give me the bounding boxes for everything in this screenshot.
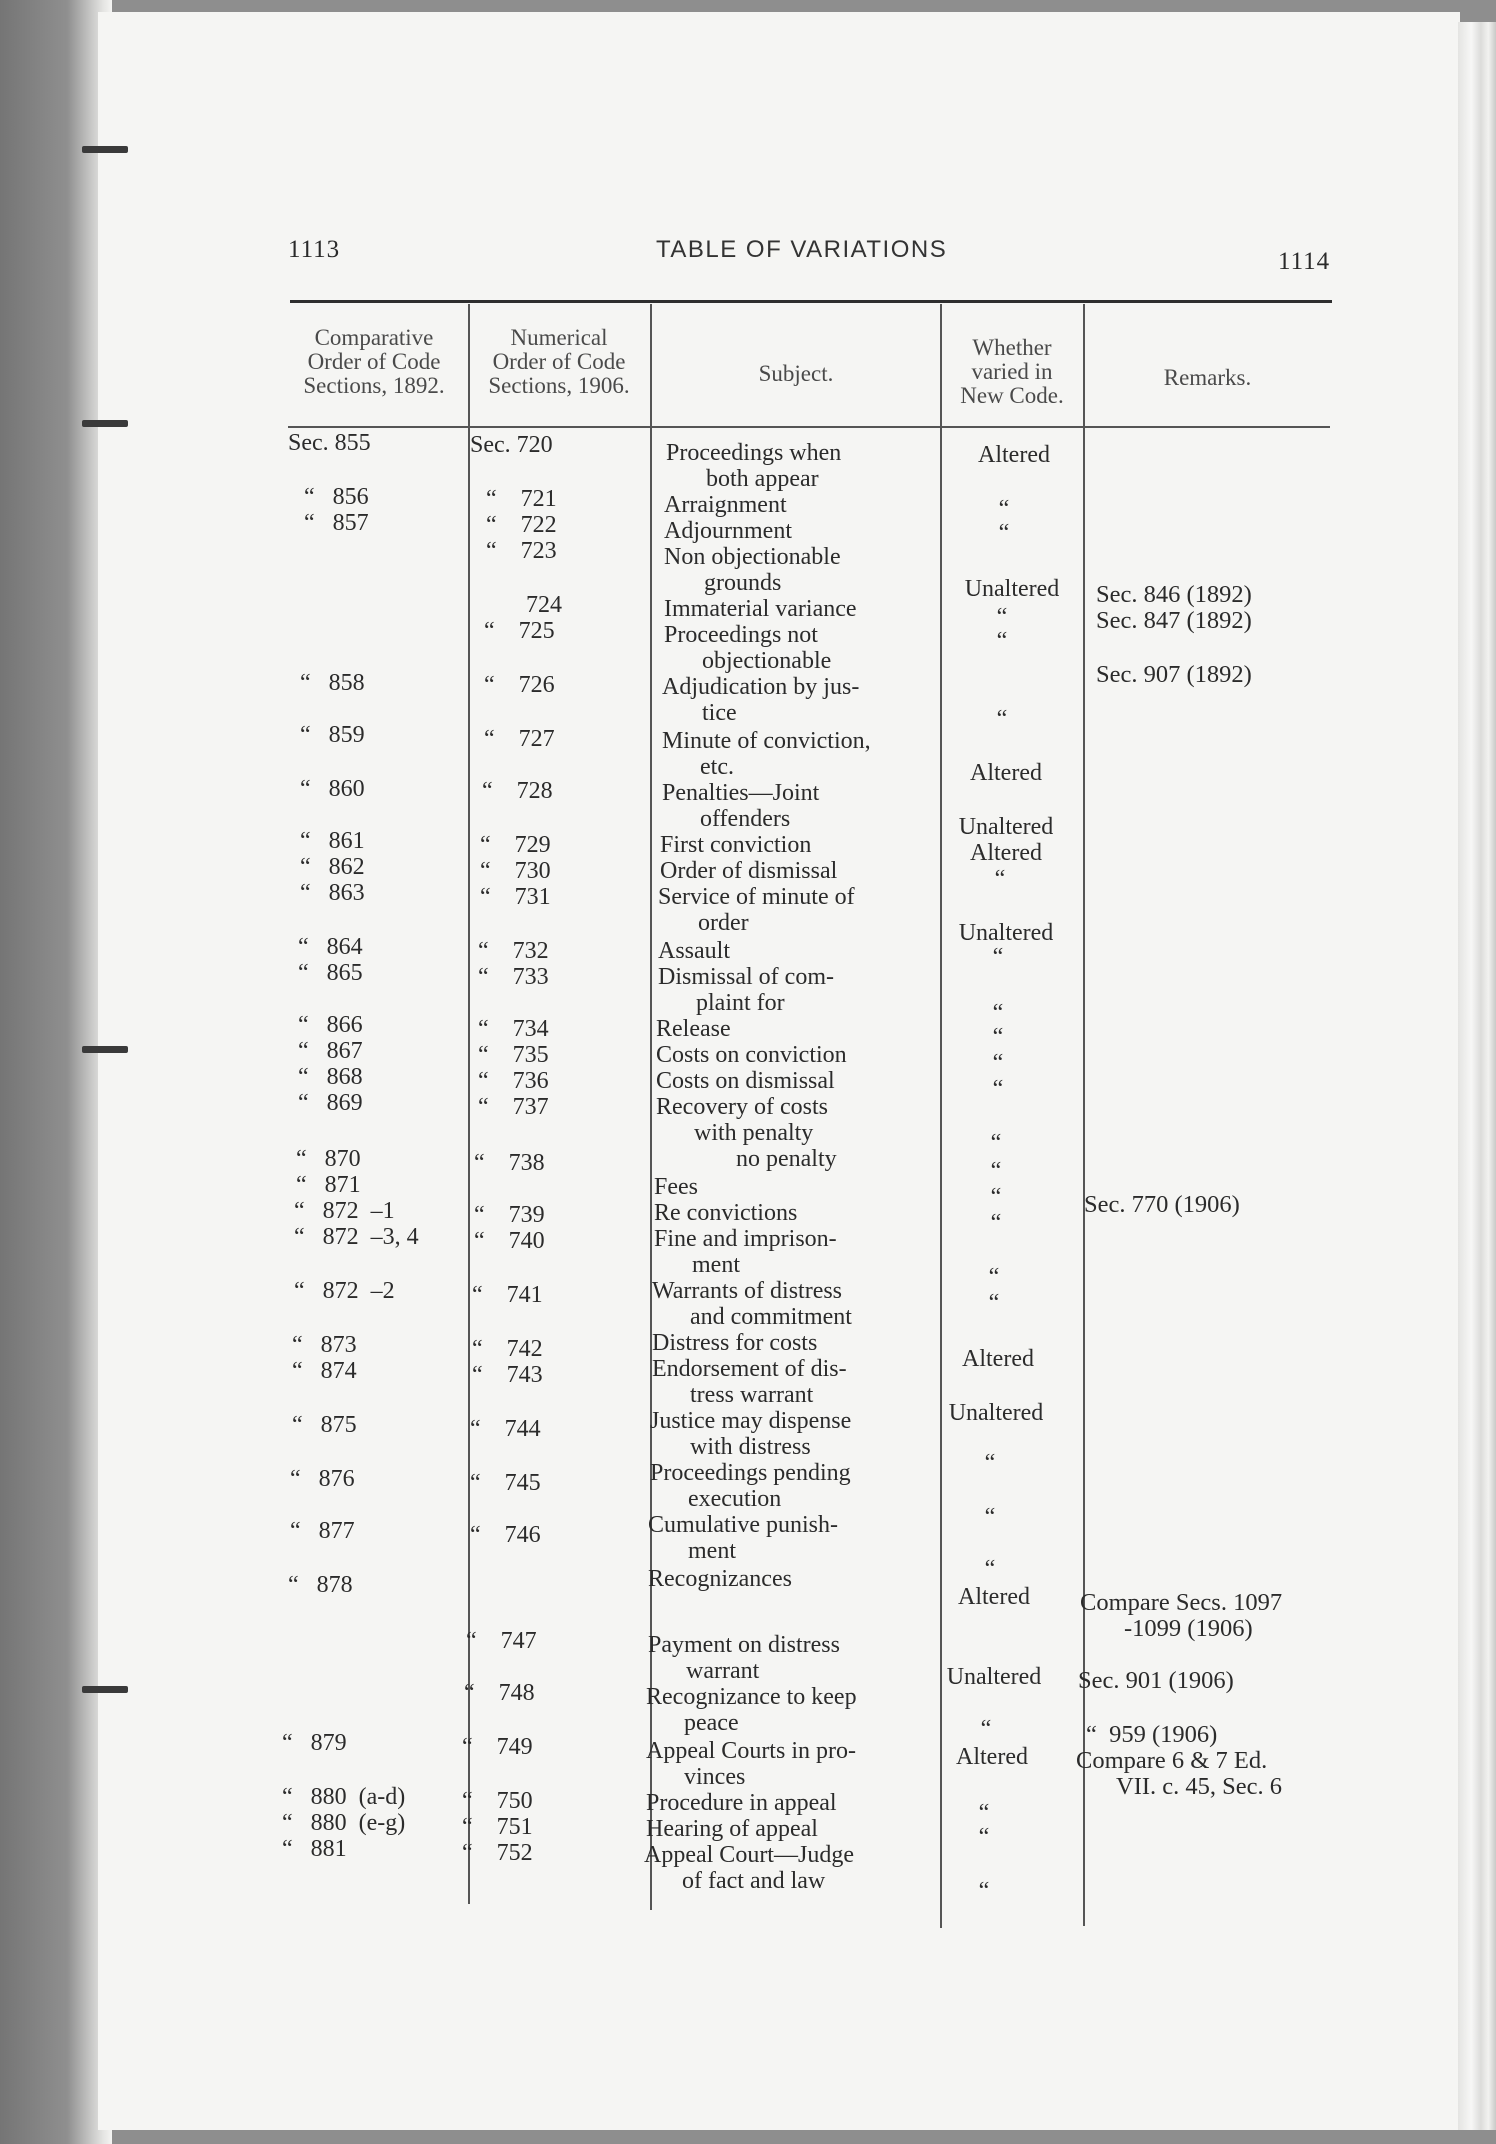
cell-sec1892: “ 875 [292, 1412, 357, 1438]
cell-whether: “ [990, 1210, 1002, 1236]
column-header-line: Numerical [510, 325, 608, 350]
cell-whether: “ [978, 1800, 990, 1826]
cell-sec1892: “ 856 [304, 484, 369, 510]
cell-subject: Dismissal of com- [658, 964, 834, 990]
cell-sec1906: “ 746 [470, 1522, 541, 1548]
column-header-line: Whether [972, 335, 1052, 360]
cell-subject: Non objectionable [664, 544, 841, 570]
cell-remarks: Compare Secs. 1097 [1080, 1589, 1283, 1616]
cell-whether: “ [990, 1184, 1002, 1210]
cell-whether: “ [984, 1450, 996, 1476]
cell-whether: Unaltered [948, 1400, 1044, 1426]
cell-sec1892: “ 858 [300, 670, 365, 696]
cell-subject: Endorsement of dis- [652, 1356, 847, 1382]
cell-sec1892: “ 878 [288, 1572, 353, 1598]
cell-subject: objectionable [702, 648, 832, 674]
cell-subject: First conviction [660, 832, 812, 858]
cell-subject: Recognizance to keep [646, 1684, 857, 1710]
cell-whether: “ [996, 706, 1008, 732]
cell-sec1906: “ 728 [482, 778, 553, 804]
cell-whether: “ [978, 1878, 990, 1904]
page-edges [1458, 22, 1496, 2130]
cell-whether: “ [998, 520, 1010, 546]
cell-whether: Unaltered [946, 1664, 1042, 1690]
cell-subject: Hearing of appeal [646, 1816, 818, 1842]
cell-sec1906: “ 734 [478, 1016, 549, 1042]
cell-sec1906: “ 723 [486, 538, 557, 564]
cell-whether: “ [994, 866, 1006, 892]
column-divider [468, 304, 470, 1904]
cell-sec1892: “ 873 [292, 1332, 357, 1358]
cell-sec1906: “ 733 [478, 964, 549, 990]
cell-sec1892: “ 879 [282, 1730, 347, 1756]
cell-sec1892: “ 862 [300, 854, 365, 880]
cell-sec1892: “ 860 [300, 776, 365, 802]
cell-subject: Cumulative punish- [648, 1512, 838, 1538]
cell-sec1892: “ 880 (e-g) [282, 1810, 406, 1836]
header-top-rule [290, 300, 1332, 303]
cell-subject: both appear [706, 466, 819, 492]
cell-sec1892: “ 880 (a-d) [282, 1784, 406, 1810]
binding-gutter [0, 0, 112, 2144]
cell-sec1906: “ 738 [474, 1150, 545, 1176]
cell-remarks: -1099 (1906) [1124, 1615, 1253, 1642]
cell-sec1906: “ 743 [472, 1362, 543, 1388]
cell-subject: tice [702, 700, 737, 726]
cell-sec1892: “ 874 [292, 1358, 357, 1384]
cell-subject: of fact and law [682, 1868, 826, 1894]
cell-remarks: VII. c. 45, Sec. 6 [1116, 1773, 1283, 1800]
cell-subject: Proceedings when [666, 440, 842, 466]
cell-subject: tress warrant [690, 1382, 814, 1408]
cell-subject: order [698, 910, 749, 936]
cell-subject: offenders [700, 806, 791, 832]
cell-sec1892: “ 866 [298, 1012, 363, 1038]
cell-subject: Appeal Courts in pro- [646, 1738, 856, 1764]
cell-sec1906: “ 745 [470, 1470, 541, 1496]
cell-whether: “ [978, 1824, 990, 1850]
column-divider [650, 304, 652, 1910]
cell-sec1892: “ 872 –1 [294, 1198, 395, 1224]
cell-subject: ment [688, 1538, 736, 1564]
cell-whether: Altered [956, 1744, 1028, 1770]
cell-sec1892: “ 859 [300, 722, 365, 748]
cell-subject: Service of minute of [658, 884, 855, 910]
cell-remarks: Sec. 907 (1892) [1096, 661, 1252, 688]
cell-sec1892: “ 857 [304, 510, 369, 536]
cell-sec1892: “ 867 [298, 1038, 363, 1064]
cell-whether: “ [988, 1290, 1000, 1316]
column-header-whether [942, 336, 1082, 408]
cell-subject: Costs on dismissal [656, 1068, 835, 1094]
cell-sec1906: “ 725 [484, 618, 555, 644]
column-header-subject [652, 362, 940, 386]
running-title: TABLE OF VARIATIONS [656, 236, 948, 263]
cell-subject: with penalty [694, 1120, 814, 1146]
cell-subject: Warrants of distress [652, 1278, 843, 1304]
cell-sec1906: “ 732 [478, 938, 549, 964]
cell-sec1906: “ 740 [474, 1228, 545, 1254]
cell-whether: “ [980, 1716, 992, 1742]
cell-whether: Unaltered [958, 920, 1054, 946]
cell-sec1892: “ 872 –3, 4 [294, 1224, 419, 1250]
cell-sec1892: Sec. 855 [288, 430, 371, 456]
column-header-line: Comparative [314, 325, 434, 350]
cell-subject: Fine and imprison- [654, 1226, 837, 1252]
cell-remarks: Sec. 770 (1906) [1084, 1191, 1240, 1218]
cell-sec1892: “ 871 [296, 1172, 361, 1198]
cell-whether: “ [996, 604, 1008, 630]
cell-whether: “ [984, 1504, 996, 1530]
cell-remarks: Sec. 847 (1892) [1096, 607, 1252, 634]
cell-sec1906: “ 747 [466, 1628, 537, 1654]
cell-whether: Altered [970, 840, 1042, 866]
cell-remarks: Compare 6 & 7 Ed. [1076, 1747, 1268, 1774]
cell-subject: Proceedings not [664, 622, 818, 648]
column-header-line: Sections, 1906. [488, 373, 630, 398]
column-header-line: New Code. [960, 383, 1064, 408]
column-header-line: Remarks. [1163, 365, 1252, 390]
column-header-line: Order of Code [492, 349, 626, 374]
cell-subject: with distress [690, 1434, 811, 1460]
cell-sec1892: “ 864 [298, 934, 363, 960]
cell-whether: “ [998, 496, 1010, 522]
cell-sec1892: “ 876 [290, 1466, 355, 1492]
cell-subject: Fees [654, 1174, 698, 1200]
cell-sec1906: “ 729 [480, 832, 551, 858]
cell-subject: Recovery of costs [656, 1094, 828, 1120]
cell-sec1892: “ 870 [296, 1146, 361, 1172]
column-header-numerical [468, 326, 650, 398]
cell-sec1892: “ 861 [300, 828, 365, 854]
cell-whether: Altered [962, 1346, 1034, 1372]
cell-sec1906: “ 736 [478, 1068, 549, 1094]
page-number-right: 1114 [1278, 248, 1331, 275]
cell-subject: Proceedings pending [650, 1460, 851, 1486]
cell-whether: “ [988, 1264, 1000, 1290]
column-header-comparative [284, 326, 464, 398]
cell-subject: plaint for [696, 990, 785, 1016]
cell-subject: Adjournment [664, 518, 792, 544]
cell-sec1906: “ 752 [462, 1840, 533, 1866]
cell-subject: Order of dismissal [660, 858, 838, 884]
cell-sec1892: “ 863 [300, 880, 365, 906]
cell-subject: Minute of conviction, [662, 728, 871, 754]
cell-whether: “ [990, 1158, 1002, 1184]
cell-subject: Re convictions [654, 1200, 798, 1226]
column-header-line: Order of Code [307, 349, 441, 374]
cell-subject: Recognizances [648, 1566, 792, 1592]
cell-sec1892: “ 872 –2 [294, 1278, 395, 1304]
cell-sec1906: “ 741 [472, 1282, 543, 1308]
cell-subject: Release [656, 1016, 731, 1042]
cell-sec1906: “ 751 [462, 1814, 533, 1840]
cell-subject: peace [684, 1710, 739, 1736]
cell-sec1906: “ 742 [472, 1336, 543, 1362]
cell-sec1892: “ 881 [282, 1836, 347, 1862]
cell-whether: Altered [970, 760, 1042, 786]
cell-whether: Altered [978, 442, 1050, 468]
cell-subject: execution [688, 1486, 782, 1512]
cell-subject: Appeal Court—Judge [644, 1842, 854, 1868]
cell-sec1892: “ 868 [298, 1064, 363, 1090]
cell-whether: “ [992, 1024, 1004, 1050]
cell-sec1906: 724 [526, 592, 562, 618]
cell-sec1906: “ 744 [470, 1416, 541, 1442]
page-number-left: 1113 [288, 236, 341, 263]
cell-whether: “ [992, 944, 1004, 970]
cell-sec1906: “ 750 [462, 1788, 533, 1814]
column-header-line: Subject. [758, 361, 834, 386]
cell-subject: Arraignment [664, 492, 787, 518]
cell-whether: Unaltered [964, 576, 1060, 602]
cell-sec1906: Sec. 720 [470, 432, 553, 458]
cell-remarks: Sec. 846 (1892) [1096, 581, 1252, 608]
binding-clip [82, 146, 128, 153]
cell-subject: ment [692, 1252, 740, 1278]
cell-sec1906: “ 739 [474, 1202, 545, 1228]
column-header-line: Sections, 1892. [303, 373, 445, 398]
cell-sec1906: “ 727 [484, 726, 555, 752]
cell-subject: vinces [684, 1764, 746, 1790]
cell-subject: grounds [704, 570, 782, 596]
cell-sec1906: “ 735 [478, 1042, 549, 1068]
cell-whether: “ [992, 1050, 1004, 1076]
cell-sec1892: “ 877 [290, 1518, 355, 1544]
cell-whether: Unaltered [958, 814, 1054, 840]
cell-subject: Distress for costs [652, 1330, 818, 1356]
cell-subject: warrant [686, 1658, 760, 1684]
cell-sec1906: “ 721 [486, 486, 557, 512]
cell-subject: Adjudication by jus- [662, 674, 860, 700]
header-bottom-rule [288, 426, 1330, 428]
cell-whether: Altered [958, 1584, 1030, 1610]
cell-sec1906: “ 726 [484, 672, 555, 698]
cell-subject: and commitment [690, 1304, 852, 1330]
cell-sec1906: “ 730 [480, 858, 551, 884]
cell-subject: Assault [658, 938, 730, 964]
cell-sec1906: “ 722 [486, 512, 557, 538]
cell-subject: etc. [700, 754, 734, 780]
cell-remarks: “ 959 (1906) [1086, 1721, 1218, 1748]
cell-whether: “ [996, 628, 1008, 654]
cell-sec1906: “ 737 [478, 1094, 549, 1120]
cell-whether: “ [984, 1556, 996, 1582]
binding-clip [82, 1046, 128, 1053]
cell-sec1892: “ 865 [298, 960, 363, 986]
cell-sec1906: “ 748 [464, 1680, 535, 1706]
column-header-line: varied in [971, 359, 1053, 384]
column-header-remarks [1085, 366, 1330, 390]
cell-subject: Immaterial variance [664, 596, 857, 622]
cell-sec1906: “ 731 [480, 884, 551, 910]
cell-sec1906: “ 749 [462, 1734, 533, 1760]
cell-remarks: Sec. 901 (1906) [1078, 1667, 1234, 1694]
cell-subject: Payment on distress [648, 1632, 840, 1658]
cell-sec1892: “ 869 [298, 1090, 363, 1116]
binding-clip [82, 420, 128, 427]
cell-whether: “ [992, 1076, 1004, 1102]
cell-subject: no penalty [736, 1146, 837, 1172]
binding-clip [82, 1686, 128, 1693]
cell-subject: Procedure in appeal [646, 1790, 837, 1816]
cell-whether: “ [992, 1000, 1004, 1026]
cell-whether: “ [990, 1130, 1002, 1156]
cell-subject: Justice may dispense [650, 1408, 852, 1434]
cell-subject: Penalties—Joint [662, 780, 820, 806]
cell-subject: Costs on conviction [656, 1042, 847, 1068]
